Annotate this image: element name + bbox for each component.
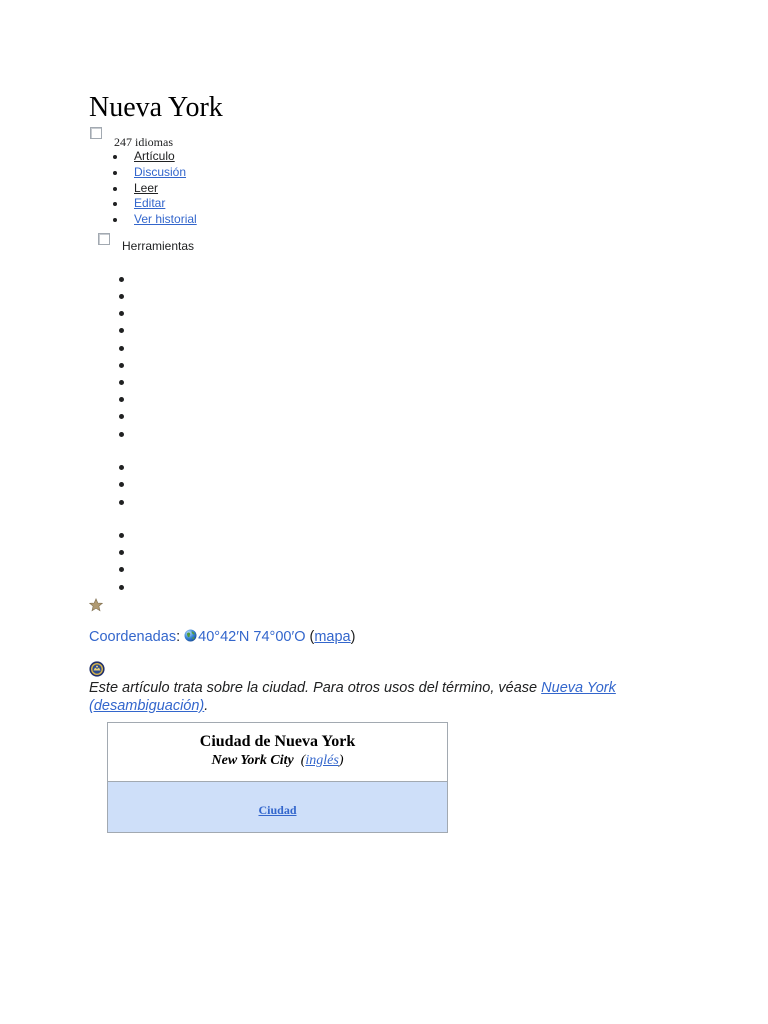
map-link[interactable]: mapa	[314, 629, 351, 645]
tools-list-item	[119, 432, 124, 437]
coordinates-value[interactable]: 40°42′N 74°00′O	[198, 629, 306, 645]
tab-articulo	[112, 149, 197, 165]
tools-list-item	[119, 500, 124, 505]
infobox-type-link[interactable]: Ciudad	[258, 803, 297, 817]
infobox-header	[108, 723, 447, 781]
map-open-paren: (	[309, 629, 315, 645]
tab-editar-link[interactable]: Editar	[134, 196, 166, 211]
tools-list-item	[119, 550, 124, 555]
tab-leer	[112, 181, 197, 197]
infobox-native-name: New York City	[211, 753, 294, 768]
tab-ver-historial	[112, 212, 197, 228]
tools-list-item	[119, 311, 124, 316]
tools-list-item	[119, 482, 124, 487]
tab-articulo-link[interactable]: Artículo	[134, 149, 175, 163]
disambiguation-link[interactable]: Nueva York (desambiguación)	[89, 680, 616, 714]
page-tabs	[112, 149, 197, 228]
hatnote-text: Este artículo trata sobre la ciudad. Para otros usos del término, véase	[89, 680, 542, 696]
infobox-type-band	[108, 781, 447, 832]
tab-editar	[112, 196, 197, 212]
tools-list-item	[119, 363, 124, 368]
tools-list-item	[119, 585, 124, 590]
tools-list-item	[119, 465, 124, 470]
languages-checkbox-icon[interactable]	[90, 127, 102, 139]
coordinates-line	[89, 627, 355, 647]
tools-list-item	[119, 414, 124, 419]
tools-list-item	[119, 397, 124, 402]
languages-label[interactable]: 247 idiomas	[114, 135, 173, 149]
star-icon[interactable]	[89, 598, 103, 612]
tab-leer-link[interactable]: Leer	[134, 180, 159, 195]
infobox-language-close: )	[338, 753, 344, 768]
page-title: Nueva York	[89, 92, 223, 123]
infobox-language-link[interactable]: inglés	[305, 753, 339, 768]
tools-list-item	[119, 567, 124, 572]
infobox-native-line	[108, 752, 447, 770]
coordinates-separator: :	[176, 629, 181, 645]
tab-ver-historial-link[interactable]: Ver historial	[134, 212, 197, 227]
hatnote	[89, 679, 659, 715]
tools-list-item	[119, 277, 124, 282]
map-close-paren: )	[350, 629, 356, 645]
tools-list-item	[119, 328, 124, 333]
tools-label[interactable]: Herramientas	[122, 239, 195, 253]
tools-list-item	[119, 294, 124, 299]
tools-checkbox-icon[interactable]	[98, 233, 110, 245]
hatnote-end: .	[204, 698, 209, 714]
tab-discusion	[112, 165, 197, 181]
coordinates-link[interactable]: Coordenadas	[89, 629, 177, 645]
tools-list-item	[119, 380, 124, 385]
tools-list-item	[119, 533, 124, 538]
infobox	[107, 722, 448, 833]
infobox-title: Ciudad de Nueva York	[199, 733, 356, 750]
seal-icon	[89, 661, 105, 677]
tools-list-item	[119, 346, 124, 351]
tab-discusion-link[interactable]: Discusión	[134, 164, 187, 179]
infobox-language-open: (	[300, 753, 306, 768]
globe-icon[interactable]	[184, 629, 197, 642]
